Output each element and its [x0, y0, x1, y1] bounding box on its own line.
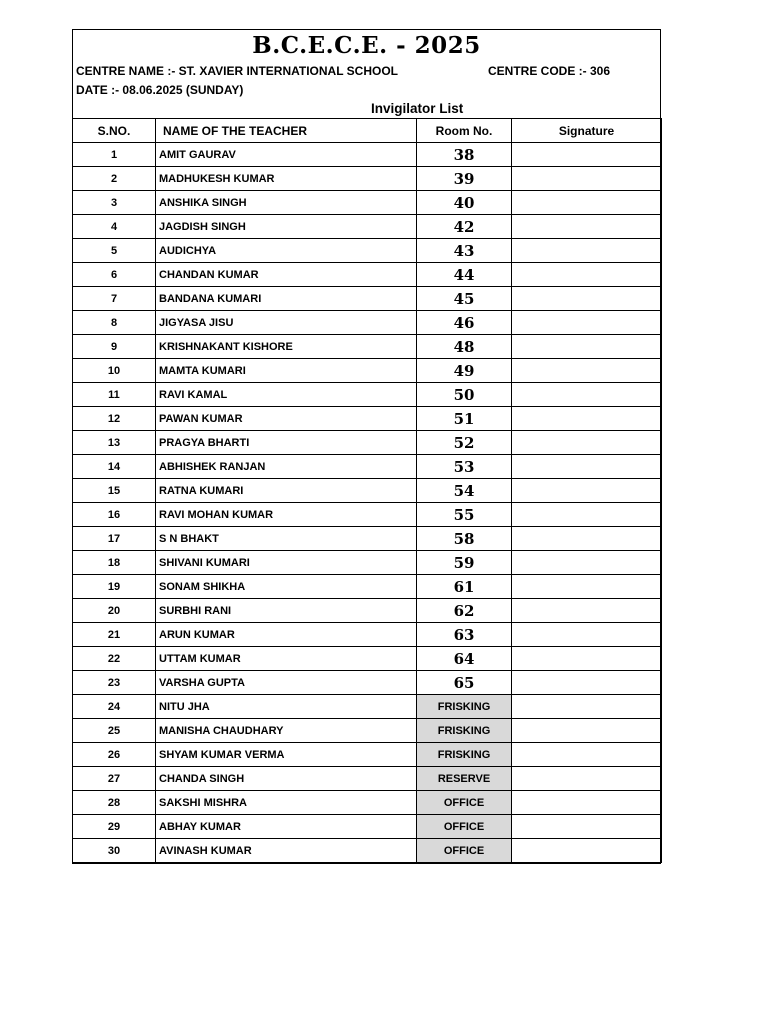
table-row — [73, 839, 662, 863]
row-signature-cell — [512, 455, 662, 479]
row-teacher-name: SHIVANI KUMARI — [156, 551, 417, 575]
row-signature-cell — [512, 479, 662, 503]
col-header-signature: Signature — [512, 119, 662, 143]
table-row — [73, 191, 662, 215]
row-signature-cell — [512, 263, 662, 287]
row-sno: 21 — [73, 623, 156, 647]
table-row — [73, 743, 662, 767]
row-room-no: 48 — [417, 335, 512, 359]
row-room-no: 38 — [417, 143, 512, 167]
row-signature-cell — [512, 287, 662, 311]
row-sno: 19 — [73, 575, 156, 599]
row-teacher-name: NITU JHA — [156, 695, 417, 719]
table-header-row — [73, 119, 662, 143]
row-signature-cell — [512, 599, 662, 623]
row-sno: 25 — [73, 719, 156, 743]
col-header-sno: S.NO. — [73, 119, 156, 143]
table-row — [73, 503, 662, 527]
row-sno: 22 — [73, 647, 156, 671]
row-signature-cell — [512, 191, 662, 215]
row-room-no: 64 — [417, 647, 512, 671]
row-room-no: 54 — [417, 479, 512, 503]
row-signature-cell — [512, 359, 662, 383]
row-signature-cell — [512, 407, 662, 431]
row-signature-cell — [512, 527, 662, 551]
row-room-no: FRISKING — [417, 719, 512, 743]
table-row — [73, 575, 662, 599]
row-teacher-name: RAVI KAMAL — [156, 383, 417, 407]
row-room-no: 65 — [417, 671, 512, 695]
row-room-no: OFFICE — [417, 815, 512, 839]
row-room-no: 44 — [417, 263, 512, 287]
table-row — [73, 815, 662, 839]
row-teacher-name: SONAM SHIKHA — [156, 575, 417, 599]
row-room-no: 42 — [417, 215, 512, 239]
row-sno: 26 — [73, 743, 156, 767]
row-teacher-name: ABHISHEK RANJAN — [156, 455, 417, 479]
row-sno: 18 — [73, 551, 156, 575]
table-row — [73, 431, 662, 455]
row-teacher-name: PRAGYA BHARTI — [156, 431, 417, 455]
row-sno: 11 — [73, 383, 156, 407]
row-teacher-name: KRISHNAKANT KISHORE — [156, 335, 417, 359]
row-sno: 3 — [73, 191, 156, 215]
col-header-name: NAME OF THE TEACHER — [156, 119, 417, 143]
invigilator-sheet — [72, 29, 661, 864]
row-room-no: 55 — [417, 503, 512, 527]
centre-code: CENTRE CODE :- 306 — [488, 64, 611, 78]
row-teacher-name: MADHUKESH KUMAR — [156, 167, 417, 191]
table-body — [73, 143, 662, 863]
row-teacher-name: UTTAM KUMAR — [156, 647, 417, 671]
row-signature-cell — [512, 719, 662, 743]
row-signature-cell — [512, 767, 662, 791]
row-teacher-name: S N BHAKT — [156, 527, 417, 551]
row-sno: 16 — [73, 503, 156, 527]
row-signature-cell — [512, 815, 662, 839]
row-sno: 6 — [73, 263, 156, 287]
row-sno: 29 — [73, 815, 156, 839]
row-teacher-name: AMIT GAURAV — [156, 143, 417, 167]
invigilator-table — [72, 118, 662, 863]
table-row — [73, 455, 662, 479]
row-room-no: 61 — [417, 575, 512, 599]
row-signature-cell — [512, 311, 662, 335]
row-room-no: FRISKING — [417, 695, 512, 719]
table-row — [73, 527, 662, 551]
centre-info-row — [73, 62, 660, 81]
row-room-no: 52 — [417, 431, 512, 455]
row-sno: 28 — [73, 791, 156, 815]
row-signature-cell — [512, 143, 662, 167]
row-room-no: 40 — [417, 191, 512, 215]
table-row — [73, 215, 662, 239]
row-sno: 7 — [73, 287, 156, 311]
row-teacher-name: BANDANA KUMARI — [156, 287, 417, 311]
page-title: B.C.E.C.E. - 2025 — [252, 32, 481, 59]
row-room-no: 43 — [417, 239, 512, 263]
row-room-no: 46 — [417, 311, 512, 335]
row-sno: 23 — [73, 671, 156, 695]
table-row — [73, 311, 662, 335]
table-row — [73, 671, 662, 695]
row-sno: 24 — [73, 695, 156, 719]
table-row — [73, 359, 662, 383]
row-teacher-name: SHYAM KUMAR VERMA — [156, 743, 417, 767]
row-signature-cell — [512, 695, 662, 719]
row-sno: 14 — [73, 455, 156, 479]
row-signature-cell — [512, 215, 662, 239]
row-teacher-name: JIGYASA JISU — [156, 311, 417, 335]
row-room-no: 53 — [417, 455, 512, 479]
table-row — [73, 479, 662, 503]
table-row — [73, 647, 662, 671]
table-row — [73, 167, 662, 191]
row-sno: 30 — [73, 839, 156, 863]
row-teacher-name: JAGDISH SINGH — [156, 215, 417, 239]
table-row — [73, 767, 662, 791]
row-sno: 15 — [73, 479, 156, 503]
row-room-no: OFFICE — [417, 839, 512, 863]
table-row — [73, 335, 662, 359]
table-row — [73, 407, 662, 431]
row-room-no: 58 — [417, 527, 512, 551]
row-room-no: OFFICE — [417, 791, 512, 815]
row-teacher-name: AUDICHYA — [156, 239, 417, 263]
row-room-no: RESERVE — [417, 767, 512, 791]
row-teacher-name: SAKSHI MISHRA — [156, 791, 417, 815]
row-sno: 20 — [73, 599, 156, 623]
row-teacher-name: CHANDAN KUMAR — [156, 263, 417, 287]
row-sno: 27 — [73, 767, 156, 791]
row-teacher-name: RATNA KUMARI — [156, 479, 417, 503]
row-sno: 12 — [73, 407, 156, 431]
row-room-no: 59 — [417, 551, 512, 575]
row-signature-cell — [512, 647, 662, 671]
row-signature-cell — [512, 167, 662, 191]
row-room-no: 51 — [417, 407, 512, 431]
row-signature-cell — [512, 839, 662, 863]
row-teacher-name: SURBHI RANI — [156, 599, 417, 623]
row-room-no: 49 — [417, 359, 512, 383]
table-row — [73, 551, 662, 575]
table-row — [73, 791, 662, 815]
row-teacher-name: CHANDA SINGH — [156, 767, 417, 791]
row-sno: 1 — [73, 143, 156, 167]
row-room-no: 50 — [417, 383, 512, 407]
row-teacher-name: ABHAY KUMAR — [156, 815, 417, 839]
list-title: Invigilator List — [371, 101, 464, 116]
exam-date: DATE :- 08.06.2025 (SUNDAY) — [76, 83, 244, 97]
row-teacher-name: ARUN KUMAR — [156, 623, 417, 647]
row-signature-cell — [512, 503, 662, 527]
table-row — [73, 623, 662, 647]
row-sno: 4 — [73, 215, 156, 239]
date-row — [73, 81, 660, 100]
row-teacher-name: ANSHIKA SINGH — [156, 191, 417, 215]
row-room-no: FRISKING — [417, 743, 512, 767]
row-sno: 2 — [73, 167, 156, 191]
row-room-no: 45 — [417, 287, 512, 311]
row-teacher-name: PAWAN KUMAR — [156, 407, 417, 431]
table-row — [73, 383, 662, 407]
table-row — [73, 695, 662, 719]
row-signature-cell — [512, 671, 662, 695]
row-sno: 9 — [73, 335, 156, 359]
table-row — [73, 719, 662, 743]
row-room-no: 39 — [417, 167, 512, 191]
row-signature-cell — [512, 239, 662, 263]
row-room-no: 63 — [417, 623, 512, 647]
row-signature-cell — [512, 431, 662, 455]
row-signature-cell — [512, 791, 662, 815]
row-teacher-name: MAMTA KUMARI — [156, 359, 417, 383]
table-row — [73, 239, 662, 263]
row-room-no: 62 — [417, 599, 512, 623]
row-teacher-name: MANISHA CHAUDHARY — [156, 719, 417, 743]
col-header-room: Room No. — [417, 119, 512, 143]
table-row — [73, 263, 662, 287]
row-signature-cell — [512, 551, 662, 575]
table-row — [73, 287, 662, 311]
row-signature-cell — [512, 575, 662, 599]
row-signature-cell — [512, 743, 662, 767]
row-signature-cell — [512, 383, 662, 407]
table-row — [73, 599, 662, 623]
row-teacher-name: VARSHA GUPTA — [156, 671, 417, 695]
row-teacher-name: RAVI MOHAN KUMAR — [156, 503, 417, 527]
row-sno: 5 — [73, 239, 156, 263]
row-sno: 17 — [73, 527, 156, 551]
row-signature-cell — [512, 623, 662, 647]
table-row — [73, 143, 662, 167]
row-sno: 10 — [73, 359, 156, 383]
centre-name: CENTRE NAME :- ST. XAVIER INTERNATIONAL SCHOOL — [76, 64, 399, 78]
row-sno: 8 — [73, 311, 156, 335]
row-signature-cell — [512, 335, 662, 359]
row-sno: 13 — [73, 431, 156, 455]
row-teacher-name: AVINASH KUMAR — [156, 839, 417, 863]
